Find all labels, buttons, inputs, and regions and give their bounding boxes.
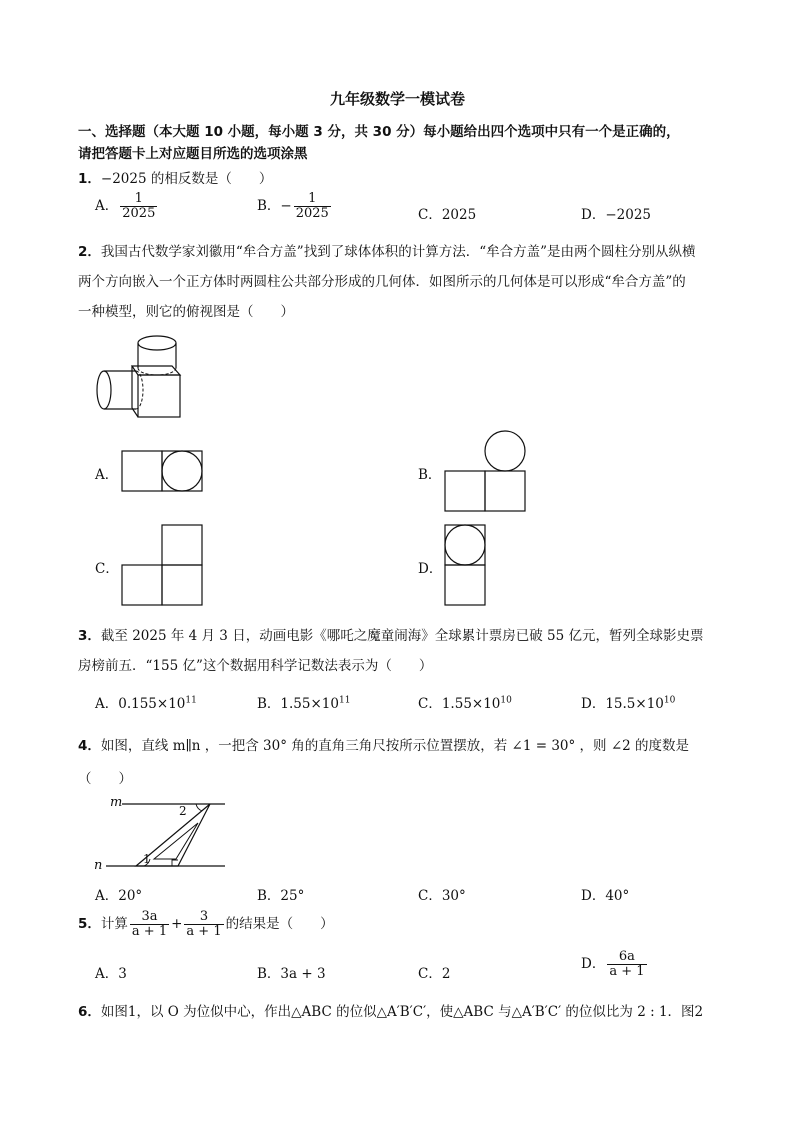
q3-option-a[interactable] — [95, 692, 197, 712]
question-1 — [78, 167, 272, 187]
question-6 — [78, 1000, 703, 1020]
exponent: 11 — [338, 695, 351, 706]
option-value: 3a + 3 — [280, 966, 326, 982]
section-header-line1: 一、选择题（本大题 10 小题，每小题 3 分，共 30 分）每小题给出四个选项中只有一个是正确的， — [78, 124, 680, 140]
option-label: D． — [581, 696, 606, 712]
question-text: 我国古代数学家刘徽用“牟合方盖”找到了球体体积的计算方法．“牟合方盖”是由两个圆柱分别从纵横 — [100, 244, 696, 260]
q4-option-d[interactable] — [581, 884, 629, 904]
line-label-n: n — [94, 858, 103, 873]
q2-option-c-figure — [121, 524, 203, 606]
q3-option-d[interactable] — [581, 692, 675, 712]
option-label: A． — [95, 696, 119, 712]
option-label: C． — [418, 207, 442, 223]
option-value: 1.55×10 — [280, 696, 339, 712]
question-text: 如图，直线 m∥n ，一把含 30° 角的直角三角尺按所示位置摆放，若 ∠1 = 30° ，则 ∠2 的度数是 — [100, 738, 690, 754]
q1-option-c[interactable] — [418, 203, 476, 223]
option-label: B． — [257, 198, 281, 214]
question-text: 如图1，以 O 为位似中心，作出△ABC 的位似△A′B′C′，使△ABC 与△A′B′C′ 的位似比为 2 : 1．图2 — [100, 1004, 704, 1020]
question-text: 计算 — [100, 916, 128, 932]
question-number: 1． — [78, 171, 101, 187]
q1-option-b[interactable] — [257, 192, 333, 221]
exponent: 10 — [663, 695, 676, 706]
q5-option-b[interactable] — [257, 962, 326, 982]
question-number: 3． — [78, 628, 101, 644]
question-5 — [78, 910, 334, 939]
fraction-1: $\frac{3a}{a + 1}$ — [131, 909, 168, 939]
option-label: B． — [257, 966, 281, 982]
question-text: −2025 的相反数是（ ） — [100, 171, 273, 187]
q3-option-c[interactable] — [418, 692, 512, 712]
option-label: D． — [581, 207, 606, 223]
question-number: 5． — [78, 916, 101, 932]
q1-option-d[interactable] — [581, 203, 651, 223]
exponent: 11 — [185, 695, 197, 706]
q5-option-d[interactable] — [581, 950, 649, 979]
minus-sign: − — [280, 198, 292, 214]
question-2-line1 — [78, 240, 696, 260]
question-number: 4． — [78, 738, 101, 754]
question-4-line1 — [78, 734, 689, 754]
question-number: 6． — [78, 1004, 101, 1020]
line-label-m: m — [110, 795, 123, 810]
q2-option-d-figure — [444, 524, 486, 606]
option-value: 2025 — [441, 207, 477, 223]
question-3-line2: 房榜前五．“155 亿”这个数据用科学记数法表示为（ ） — [78, 658, 433, 674]
question-number: 2． — [78, 244, 101, 260]
q4-option-b[interactable] — [257, 884, 304, 904]
question-2-line2: 两个方向嵌入一个正方体时两圆柱公共部分形成的几何体．如图所示的几何体是可以形成“牟合方盖”的 — [78, 274, 686, 290]
q2-option-a[interactable]: A． — [95, 467, 119, 483]
page-title: 九年级数学一模试卷 — [330, 90, 466, 108]
option-label: C． — [418, 888, 442, 904]
option-value: 15.5×10 — [605, 696, 664, 712]
q2-option-b[interactable]: B． — [418, 467, 442, 483]
question-2-line3: 一种模型，则它的俯视图是（ ） — [78, 304, 294, 320]
option-value: −2025 — [605, 207, 651, 223]
q3-option-b[interactable] — [257, 692, 350, 712]
q5-option-a[interactable] — [95, 962, 127, 982]
exponent: 10 — [500, 695, 512, 706]
q1-option-a[interactable] — [95, 192, 159, 221]
q2-option-a-figure — [121, 450, 203, 492]
q4-option-c[interactable] — [418, 884, 466, 904]
option-label: B． — [257, 696, 281, 712]
option-value: 20° — [118, 888, 143, 904]
option-label: D． — [581, 956, 606, 972]
q4-option-a[interactable] — [95, 884, 142, 904]
option-label: A． — [95, 966, 119, 982]
option-label: C． — [418, 696, 442, 712]
q2-option-d[interactable]: D． — [418, 561, 443, 577]
option-value: 0.155×10 — [118, 696, 186, 712]
angle-label-2: 2 — [179, 804, 187, 818]
q2-option-c[interactable]: C． — [95, 561, 119, 577]
fraction: $\frac{1}{2025}$ — [295, 191, 329, 221]
option-label: C． — [418, 966, 442, 982]
plus-sign: + — [171, 916, 183, 932]
option-label: D． — [581, 888, 606, 904]
section-header-line2: 请把答题卡上对应题目所选的选项涂黑 — [78, 146, 308, 162]
option-label: A． — [95, 888, 119, 904]
option-value: 30° — [441, 888, 466, 904]
option-label: A． — [95, 198, 119, 214]
question-text: 的结果是（ ） — [225, 916, 334, 932]
question-3-line1 — [78, 624, 703, 644]
option-value: 40° — [605, 888, 630, 904]
option-value: 25° — [280, 888, 305, 904]
option-label: B． — [257, 888, 281, 904]
fraction: $\frac{6a}{a + 1}$ — [609, 949, 645, 979]
option-value: 1.55×10 — [441, 696, 501, 712]
question-text: 截至 2025 年 4 月 3 日，动画电影《哪吒之魔童闹海》全球累计票房已破 55 亿元，暂列全球影史票 — [100, 628, 704, 644]
option-value: 2 — [441, 966, 451, 982]
fraction: $\frac{1}{2025}$ — [122, 191, 156, 221]
q2-solid-figure — [90, 330, 210, 430]
fraction-2: $\frac{3}{a + 1}$ — [186, 909, 222, 939]
angle-label-1: 1 — [143, 852, 151, 866]
q2-option-b-figure — [444, 430, 526, 512]
q5-option-c[interactable] — [418, 962, 450, 982]
option-value: 3 — [118, 966, 127, 982]
question-4-paren: （ ） — [78, 771, 132, 787]
